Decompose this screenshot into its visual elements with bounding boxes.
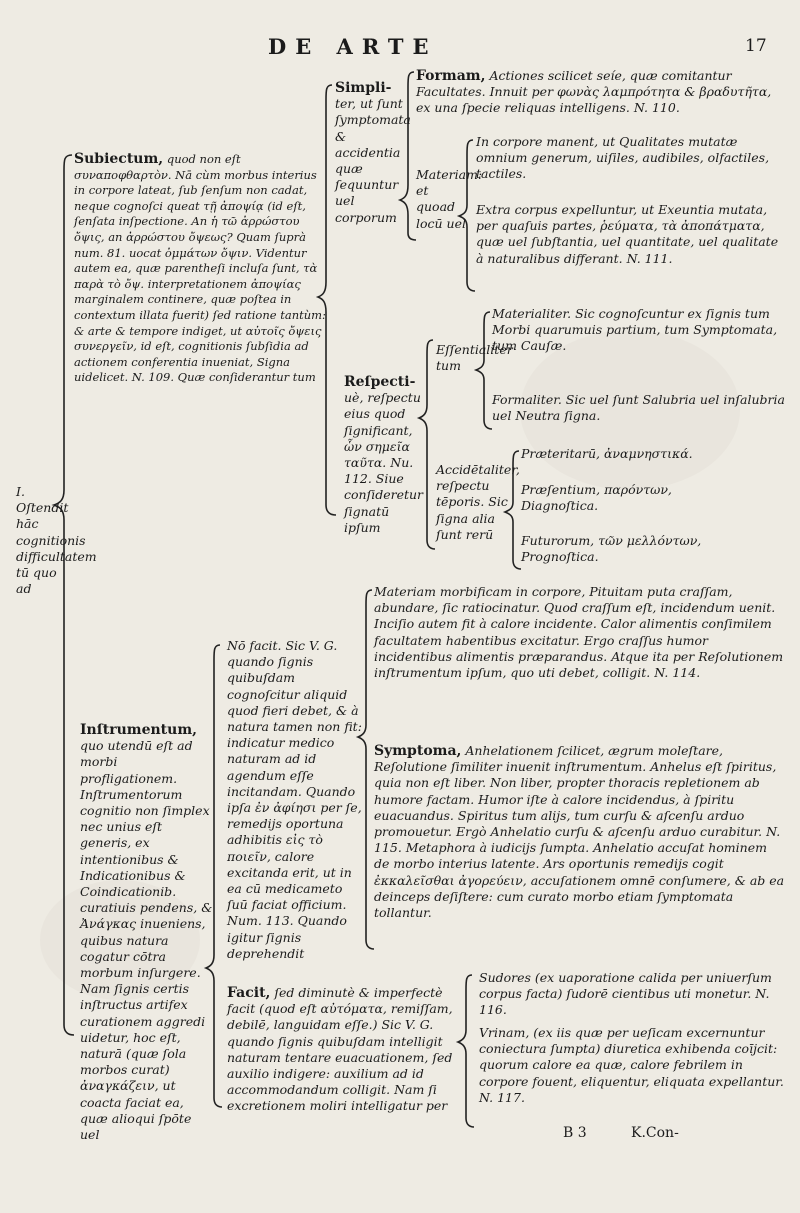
entry-subiectum: [74, 152, 326, 386]
entry-lead: Simpli-: [335, 80, 392, 96]
entry-text: quod non eſt συναποφθαρτὸν. Nā cùm morbus interius in corpore lateat, ſub ſenſum non cadat, neque cognoſci queat τῇ ἀποψίᾳ (id eſt, ſenſata inſpectione. An ἡ τῶ ἀρρώστου ὄψις, an ἀρρώστου ὄψεως? Quam ſuprà num. 81. uocat ὀμμάτων ὄψιν. Videntur autem ea, quæ parentheſi incluſa ſunt, τὰ παρὰ τὸ ὄψ. interpretationem ἀποψίας marginalem continere, quæ poſtea in contextum illata fuerit) ſed ratione tantùm: & arte & tempore indiget, ut αὐτοῖς ὄψεις συνεργεῖν, id eſt, cognitionis ſubſidia ad actionem conferentia inueniat, Signa uidelicet. N. 109. Quæ conſiderantur tum: [74, 152, 326, 385]
entry-in-corpore: [476, 134, 786, 183]
entry-text: Materiam: et quoad locū uel: [416, 167, 483, 231]
entry-instrumentum: [80, 722, 214, 1143]
entry-text: ſed diminutè & imperfectè facit (quod eſt αὐτόματα, remiſſam, debilē, languidam eſſe.) Sic V. G. quando ſignis quibuſdam intelligit naturam tentare euacuationem, ſed auxilio indigere: auxilium ad id accommodandum colligit. Nam ſi excretionem moliri intelligatur per: [227, 985, 453, 1114]
entry-essentialiter: [436, 342, 513, 374]
entry-accidentaliter: [436, 462, 520, 543]
entry-text: Futurorum, τῶν μελλόντων, Prognoſtica.: [521, 533, 702, 565]
entry-text: Materialiter. Sic cognoſcuntur ex ſignis tum Morbi quarumuis partium, tum Symptomata, tum Cauſæ.: [492, 306, 778, 354]
entry-symptoma: [374, 743, 786, 921]
entry-lead: Formam,: [416, 68, 486, 84]
entry-text: Extra corpus expelluntur, ut Exeuntia mutata, per quaſuis partes, ῥεύματα, τὰ ἀποπάτματα, quæ uel ſubſtantia, uel quantitate, uel qualitate à naturalibus differant. N. 111.: [476, 202, 779, 266]
entry-text: Vrinam, (ex iis quæ per ueſicam excernuntur coniectura ſumpta) diuretica exhibenda coījcit: quorum calore ea quæ, calore febrilem in corpore fouent, eliquentur, eliquata expellantur. N. 117.: [479, 1025, 784, 1105]
entry-futurorum: [521, 533, 741, 565]
entry-text: Materiam morbificam in corpore, Pituitam puta craſſam, abundare, ſic ratiocinatur. Quod craſſum eſt, incidendum uenit. Inciſio autem fit à calore incidente. Calor alimentis conſimilem facultatem habentibus excitatur. Ergo craſſus humor incidentibus alimentis præparandus. Atque ita per Reſolutionem inſtrumentum ipſum, quo uti debet, colligit. N. 114.: [374, 584, 784, 681]
entry-lead: Subiectum,: [74, 151, 164, 167]
entry-text: Præſentium, παρόντων, Diagnoſtica.: [521, 482, 672, 514]
entry-lead: Reſpecti-: [344, 374, 416, 390]
running-head: DE ARTE: [268, 34, 438, 59]
page-number: 17: [745, 36, 767, 56]
entry-simpliciter: [335, 80, 411, 226]
entry-text: Nō facit. Sic V. G. quando ſignis quibuſdam cognoſcitur aliquid quod fieri debet, & à natura tamen non fit: indicatur medico naturam ad id agendum eſſe incitandam. Quando ipſa ἐν ἀφίησι per ſe, remedijs oportuna adhibitis εἰς τὸ ποιεῖν, calore excitanda erit, ut in ea cū medicameto ſuū faciat officium. Num. 113. Quando igitur ſignis deprehendit: [227, 638, 362, 961]
entry-facit: [227, 985, 463, 1115]
entry-text: uè, reſpectu eius quod ſignificant, ὧν σημεῖα ταῦτα. Nu. 112. Siue conſideretur ſignatū ipſum: [344, 390, 424, 535]
entry-lead: Symptoma,: [374, 743, 462, 759]
entry-materiam-morbificam: [374, 584, 786, 681]
entry-text: quo utendū eſt ad morbi profligationem. Inſtrumentorum cognitio non ſimplex nec unius eſt generis, ex intentionibus & Indicationibus & Coindicationib. curatiuis pendens, & Ἀνάγκας inueniens, quibus natura cogatur cōtra morbum inſurgere. Nam ſignis certis inſtructus artifex curationem aggredi uidetur, hoc eſt, naturā (quæ ſola morbos curat) ἀναγκάζειν, ut coacta faciat ea, quæ alioqui ſpōte uel: [80, 738, 213, 1143]
entry-praesentium: [521, 482, 721, 514]
signature-mark: B 3: [563, 1125, 587, 1141]
entry-formaliter: [492, 392, 786, 424]
entry-text: Eſſentialiter tum: [436, 342, 513, 374]
entry-formam: [416, 68, 786, 117]
entry-sudores: [479, 970, 786, 1019]
entry-lead: Inſtrumentum,: [80, 722, 198, 738]
entry-materialiter: [492, 306, 786, 355]
entry-materiam: [416, 167, 483, 232]
catchword: K.Con-: [631, 1125, 679, 1141]
entry-text: In corpore manent, ut Qualitates mutatæ omnium generum, uiſiles, audibiles, olfactiles, tactiles.: [476, 134, 770, 182]
entry-text: I. Oſtendit hāc cognitionis difficultatem tū quo ad: [16, 484, 97, 597]
entry-non-facit: [227, 638, 363, 962]
entry-text: Formaliter. Sic uel ſunt Salubria uel inſalubria uel Neutra ſigna.: [492, 392, 785, 424]
entry-praeteritarum: [521, 446, 786, 462]
entry-text: Actiones scilicet seíe, quæ comitantur Facultates. Innuit per φωνὰς λαμπρότητα & βραδυτῆτα, ex una ſpecie reliquas intelligens. N. 110.: [416, 68, 772, 116]
entry-text: Sudores (ex uaporatione calida per uniuerſum corpus facta) ſudorē cientibus uti monetur. N. 116.: [479, 970, 772, 1018]
entry-ostendit: [16, 484, 97, 597]
entry-text: Accidētaliter, reſpectu tēporis. Sic ſigna alia ſunt rerū: [436, 462, 520, 542]
entry-lead: Facit,: [227, 985, 271, 1001]
entry-extra-corpus: [476, 202, 786, 267]
entry-urinam: [479, 1025, 786, 1106]
entry-text: Anhelationem ſcilicet, ægrum moleſtare, Reſolutione ſimiliter inuenit inſtrumentum. Anhelus eſt ſpiritus, quia non eſt liber. Non liber, propter thoracis repletionem ab humore factam. Humor iſte à calore incidendus, à ſpiritu euacuandus. Spiritus tum alijs, tum curſu & aſcenſu arduo promouetur. Ergò Anhelatio curſu & aſcenſu arduo curabitur. N. 115. Metaphora à iudicijs ſumpta. Anhelatio accuſat hominem de morbo interius latente. Ars oportunis remedijs cogit ἐκκαλεῖσθαι ἀγορεύειν, accuſationem omnē conſumere, & ab ea deinceps deſiſtere: cum curato morbo etiam ſymptomata tollantur.: [374, 743, 785, 921]
entry-text: Præteritarū, ἀναμνηστικά.: [521, 446, 693, 461]
entry-respective: [344, 374, 426, 536]
entry-text: ter, ut ſunt ſymptomata & accidentia quæ ſequuntur uel corporum: [335, 96, 411, 225]
